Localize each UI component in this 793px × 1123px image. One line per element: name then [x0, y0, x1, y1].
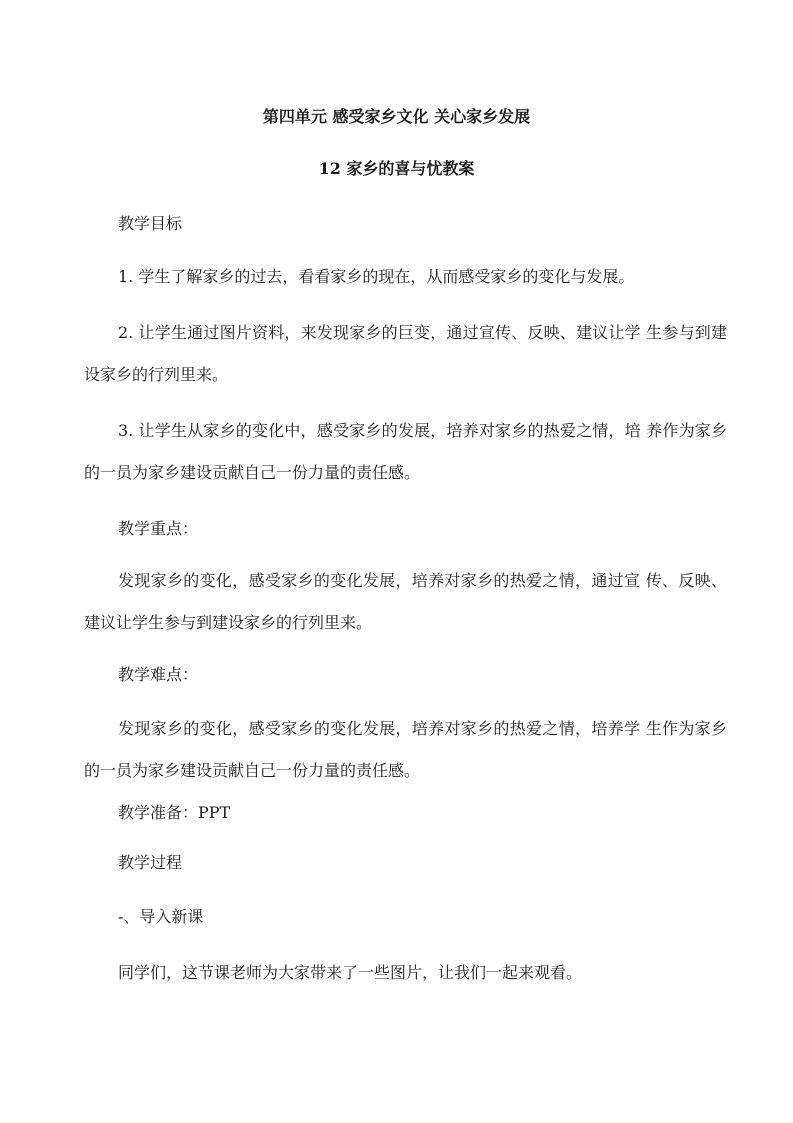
unit-title: 第四单元 感受家乡文化 关心家乡发展: [262, 107, 531, 126]
goal-1: 1. 学生了解家乡的过去，看看家乡的现在，从而感受家乡的变化与发展。: [118, 267, 635, 286]
key-points-heading: 教学重点：: [118, 519, 199, 538]
goal-2: 2. 让学生通过图片资料，来发现家乡的巨变，通过宣传、反映、建议让学 生参与到建设家乡的行列里来。: [84, 323, 727, 384]
intro-text: 同学们，这节课老师为大家带来了一些图片，让我们一起来观看。: [118, 963, 583, 982]
process-heading: 教学过程: [118, 853, 183, 872]
intro-heading: -、导入新课: [118, 907, 204, 926]
difficulties-text: 发现家乡的变化，感受家乡的变化发展，培养对家乡的热爱之情，培养学 生作为家乡的一员为家乡建设贡献自己一份力量的责任感。: [84, 719, 727, 780]
preparation-line: 教学准备：PPT: [118, 803, 231, 822]
goals-heading: 教学目标: [118, 214, 183, 233]
key-points-text: 发现家乡的变化，感受家乡的变化发展，培养对家乡的热爱之情，通过宣 传、反映、建议让学生参与到建设家乡的行列里来。: [84, 571, 727, 632]
lesson-title: 12 家乡的喜与忧教案: [318, 159, 475, 178]
difficulties-heading: 教学难点：: [118, 665, 199, 684]
goal-3: 3. 让学生从家乡的变化中，感受家乡的发展，培养对家乡的热爱之情，培 养作为家乡的一员为家乡建设贡献自己一份力量的责任感。: [84, 421, 727, 482]
